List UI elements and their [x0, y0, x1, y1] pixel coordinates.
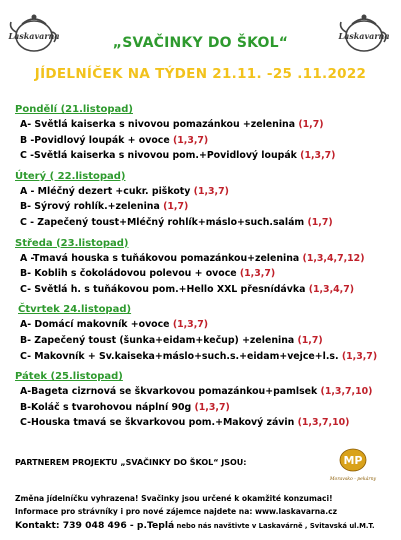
menu-item — [15, 333, 395, 349]
menu-item — [15, 400, 395, 416]
menu-item — [15, 282, 395, 298]
footer-info — [15, 507, 337, 516]
footer-notice: Změna jídelníčku vyhrazena! Svačinky jsou určené k okamžité konzumaci! — [15, 494, 333, 503]
menu-item — [15, 349, 395, 365]
allergen-codes: (1,3,7,10) — [320, 386, 373, 398]
menu-item-text: B- Koblih s čokoládovou polevou + ovoce — [20, 268, 237, 280]
allergen-codes: (1,3,7) — [172, 134, 209, 146]
menu-item-text: C- Světlá h. s tuňákovou pom.+Hello XXL přesnídávka — [20, 283, 306, 295]
allergen-codes: (1,3,7) — [239, 268, 276, 280]
day-thursday — [15, 303, 395, 364]
contact-address: nebo nás navštivte v Laskavárně , Svitavská ul.M.T. — [174, 522, 375, 530]
menu-item-text: B -Povidlový loupák + ovoce — [20, 134, 170, 146]
allergen-codes: (1,3,7) — [193, 185, 229, 197]
menu-item — [15, 251, 395, 267]
menu-item-text: B-Koláč s tvarohovou náplní 90g — [20, 401, 192, 413]
menu-item — [15, 384, 395, 400]
day-header: Čtvrtek 24.listopad) — [18, 304, 132, 316]
day-wednesday — [15, 237, 395, 298]
page-subtitle: JÍDELNÍČEK NA TÝDEN 21.11. -25 .11.2022 — [34, 66, 367, 82]
menu-item-text: A- Domácí makovník +ovoce — [20, 319, 170, 331]
day-header: Pondělí (21.listopad) — [15, 104, 133, 115]
allergen-codes: (1,3,7) — [172, 319, 209, 331]
mp-logo-text: MP — [343, 454, 363, 467]
website-link[interactable]: www.laskavarna.cz — [255, 507, 338, 516]
partner-text: PARTNEREM PROJEKTU „SVAČINKY DO ŠKOL“ JSOU: — [15, 458, 247, 467]
menu-item — [15, 184, 395, 200]
menu-item — [15, 215, 395, 231]
allergen-codes: (1,3,7) — [341, 350, 378, 362]
day-header: Středa (23.listopad) — [15, 237, 129, 249]
menu-item-text: B- Sýrový rohlík.+zelenina — [20, 201, 160, 213]
logo-text: Laskavarna — [8, 31, 60, 41]
footer-contact — [15, 520, 375, 531]
weekly-menu — [15, 103, 395, 437]
menu-item — [15, 266, 395, 282]
allergen-codes: (1,7) — [298, 119, 324, 130]
day-monday — [15, 103, 395, 164]
day-header: Úterý ( 22.listopad) — [15, 170, 126, 182]
allergen-codes: (1,7) — [163, 201, 189, 213]
page-title: „SVAČINKY DO ŠKOL“ — [112, 35, 289, 51]
allergen-codes: (1,7) — [297, 334, 323, 346]
menu-item-text: C-Houska tmavá se škvarkovou pom.+Makový závin — [20, 417, 295, 429]
menu-item-text: B- Zapečený toust (šunka+eidam+kečup) +zelenina — [20, 334, 295, 346]
menu-item-text: A-Bageta cizrnová se škvarkovou pomazánkou+pamlsek — [20, 386, 318, 398]
day-header: Pátek (25.listopad) — [15, 371, 123, 383]
menu-item-text: C- Makovník + Sv.kaiseka+máslo+such.s.+eidam+vejce+l.s. — [20, 350, 339, 362]
menu-item — [15, 317, 395, 333]
allergen-codes: (1,3,4,7) — [308, 283, 355, 295]
allergen-codes: (1,3,7) — [194, 401, 230, 413]
menu-item — [15, 148, 395, 164]
mp-partner-logo — [327, 446, 379, 486]
allergen-codes: (1,7) — [307, 216, 333, 228]
menu-item-text: C -Světlá kaiserka s nivovou pom.+Povidlový loupák — [20, 150, 297, 162]
menu-item — [15, 415, 395, 431]
day-tuesday — [15, 170, 395, 231]
menu-item-text: A - Mléčný dezert +cukr. piškoty — [20, 185, 191, 197]
menu-item — [15, 133, 395, 149]
day-friday — [15, 370, 395, 431]
allergen-codes: (1,3,4,7,12) — [302, 252, 365, 264]
menu-item — [15, 199, 395, 215]
menu-item — [15, 117, 395, 133]
allergen-codes: (1,3,7) — [300, 150, 336, 162]
contact-label: Kontakt: 739 048 496 - p.Teplá — [15, 520, 175, 531]
footer-info-prefix: Informace pro strávníky i pro nové zájemce najdete na: — [15, 507, 256, 516]
menu-item-text: A -Tmavá houska s tuňákovou pomazánkou+zelenina — [20, 252, 300, 264]
allergen-codes: (1,3,7,10) — [297, 417, 350, 429]
menu-item-text: A- Světlá kaiserka s nivovou pomazánkou +zelenina — [20, 119, 296, 130]
mp-logo-subtext: Moravsko - pekárny — [329, 477, 377, 482]
logo-text: Laskavarna — [338, 31, 390, 41]
menu-item-text: C - Zapečený toust+Mléčný rohlík+máslo+such.salám — [20, 216, 305, 228]
